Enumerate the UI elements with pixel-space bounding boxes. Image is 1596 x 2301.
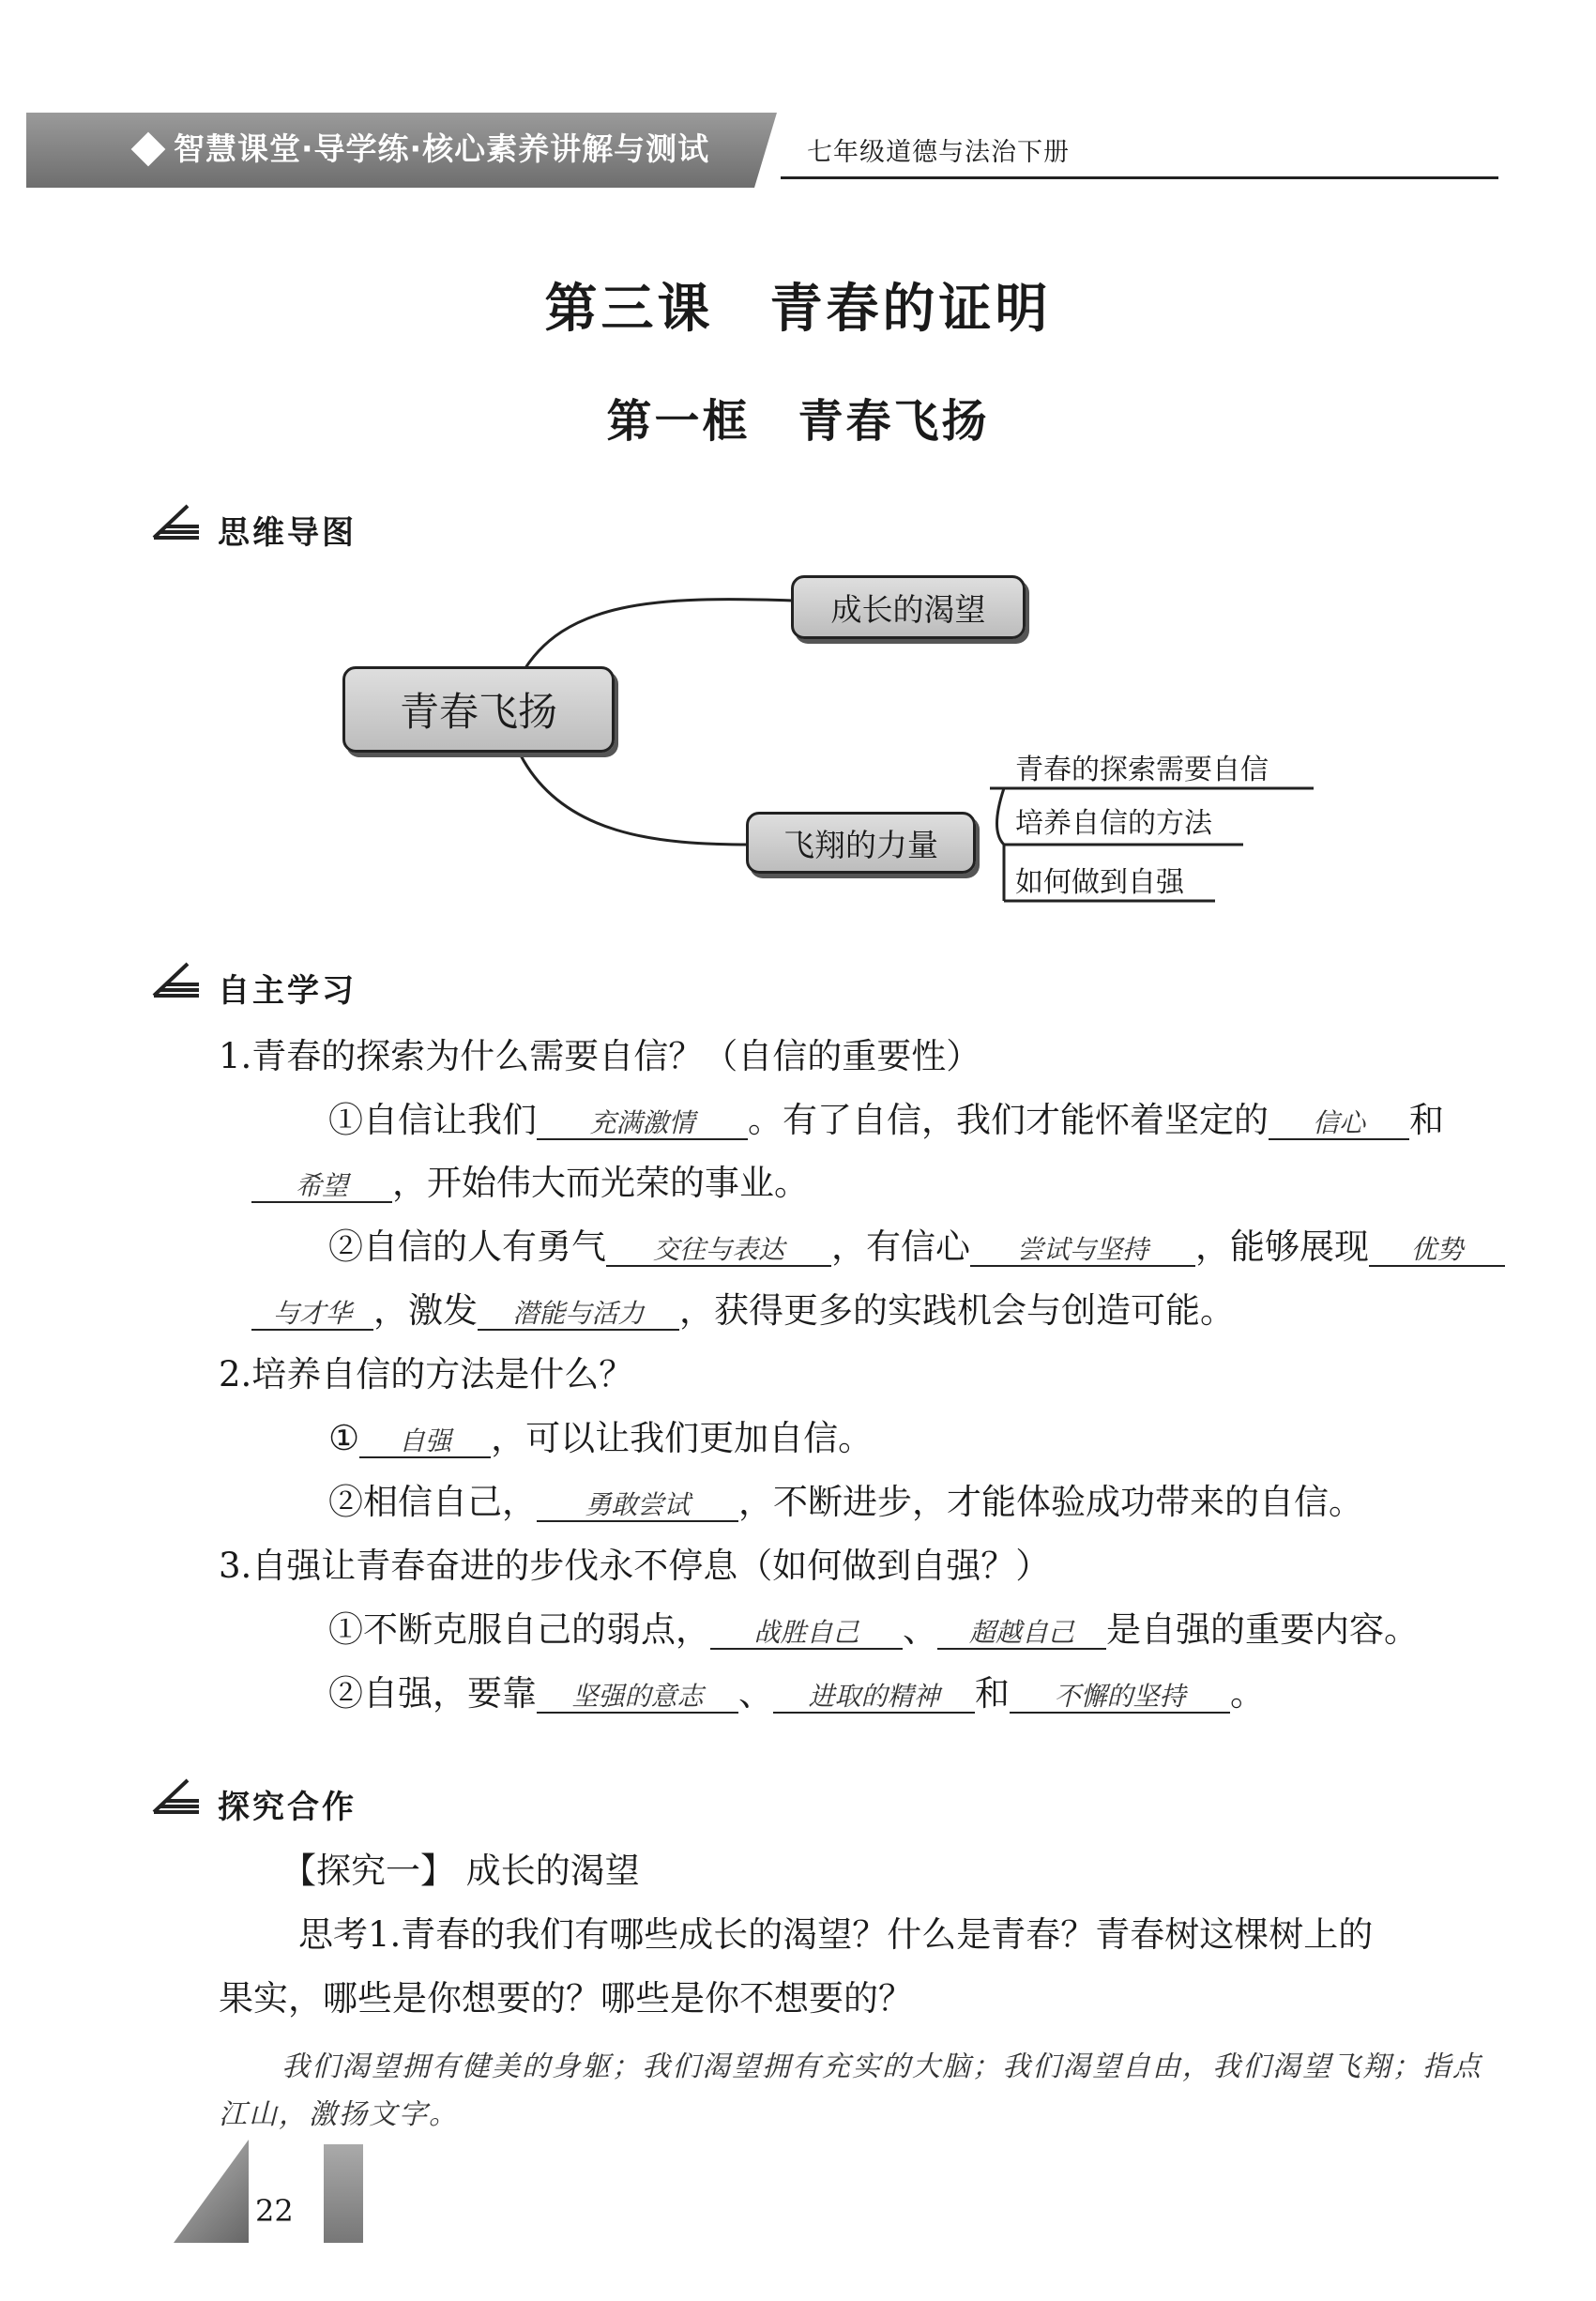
pen-icon bbox=[150, 502, 202, 541]
question-3: 3.自强让青春奋进的步伐永不停息（如何做到自强？） bbox=[219, 1546, 1051, 1586]
section-explore: 探究合作 bbox=[218, 1789, 357, 1826]
text: ②相信自己， bbox=[328, 1482, 537, 1522]
text: ，有信心 bbox=[831, 1227, 970, 1267]
text: ①自信让我们 bbox=[328, 1100, 537, 1140]
blank-answer: 充满激情 bbox=[537, 1110, 748, 1140]
text: ，获得更多的实践机会与创造可能。 bbox=[679, 1290, 1235, 1331]
blank-answer: 超越自己 bbox=[937, 1620, 1106, 1650]
text: ① bbox=[328, 1418, 360, 1458]
think-question-line-1: 思考1.青春的我们有哪些成长的渴望？什么是青春？青春树这棵树上的 bbox=[298, 1914, 1374, 1955]
blank-answer: 优势 bbox=[1369, 1237, 1505, 1267]
blank-answer: 尝试与坚持 bbox=[970, 1237, 1195, 1267]
text: 。 bbox=[1230, 1673, 1265, 1714]
blank-answer: 潜能与活力 bbox=[478, 1301, 679, 1331]
text: ，可以让我们更加自信。 bbox=[491, 1418, 874, 1458]
question-1: 1.青春的探索为什么需要自信？（自信的重要性） bbox=[219, 1036, 981, 1076]
text: ，激发 bbox=[373, 1290, 478, 1331]
q1-answer-a bbox=[328, 1100, 1444, 1140]
mindmap-node-growth: 成长的渴望 bbox=[791, 575, 1026, 639]
blank-answer: 坚强的意志 bbox=[537, 1684, 738, 1714]
text: 和 bbox=[1409, 1100, 1444, 1140]
mindmap-branch-3: 如何做到自强 bbox=[1015, 866, 1184, 899]
mindmap-branch-1: 青春的探索需要自信 bbox=[1015, 754, 1269, 786]
think-question-line-2: 果实，哪些是你想要的？哪些是你不想要的？ bbox=[219, 1978, 913, 2019]
blank-answer: 希望 bbox=[251, 1173, 392, 1203]
mindmap-center-node: 青春飞扬 bbox=[342, 666, 615, 753]
header-left-title: 智慧课堂·导学练·核心素养讲解与测试 bbox=[174, 130, 710, 167]
text: ，开始伟大而光荣的事业。 bbox=[392, 1163, 809, 1203]
q1-answer-b bbox=[328, 1229, 1505, 1267]
handwritten-answer-line-2: 江山，激扬文字。 bbox=[219, 2098, 459, 2131]
question-2: 2.培养自信的方法是什么？ bbox=[219, 1354, 634, 1394]
blank-answer: 战胜自己 bbox=[710, 1620, 903, 1650]
section-mindmap: 思维导图 bbox=[218, 514, 357, 552]
blank-answer: 不懈的坚持 bbox=[1010, 1684, 1230, 1714]
q3-answer-b bbox=[328, 1673, 1265, 1714]
explore-heading: 【探究一】 成长的渴望 bbox=[281, 1851, 640, 1891]
blank-answer: 自强 bbox=[359, 1428, 491, 1458]
blank-answer: 进取的精神 bbox=[773, 1684, 975, 1714]
pen-icon bbox=[150, 1776, 202, 1816]
q1-answer-a-cont bbox=[251, 1163, 809, 1203]
pen-icon bbox=[150, 960, 202, 999]
text: ②自强，要靠 bbox=[328, 1673, 537, 1714]
q2-answer-b bbox=[328, 1482, 1363, 1522]
page-number: 22 bbox=[255, 2193, 294, 2229]
blank-answer: 与才华 bbox=[251, 1301, 373, 1331]
section-self-study: 自主学习 bbox=[218, 972, 357, 1010]
text: ，不断进步，才能体验成功带来的自信。 bbox=[738, 1482, 1363, 1522]
blank-answer: 信心 bbox=[1269, 1110, 1409, 1140]
q1-answer-b-cont bbox=[251, 1290, 1235, 1331]
handwritten-answer-line-1: 我们渴望拥有健美的身躯；我们渴望拥有充实的大脑；我们渴望自由，我们渴望飞翔；指点 bbox=[281, 2050, 1482, 2083]
text: 、 bbox=[903, 1609, 937, 1650]
q3-answer-a bbox=[328, 1609, 1419, 1650]
text: 、 bbox=[738, 1673, 773, 1714]
text: 和 bbox=[975, 1673, 1010, 1714]
blank-answer: 勇敢尝试 bbox=[537, 1492, 738, 1522]
text: ，能够展现 bbox=[1195, 1227, 1369, 1267]
q2-answer-a bbox=[328, 1418, 874, 1458]
header-right-title: 七年级道德与法治下册 bbox=[807, 138, 1070, 167]
text: 。有了自信，我们才能怀着坚定的 bbox=[748, 1100, 1269, 1140]
mindmap-branch-2: 培养自信的方法 bbox=[1015, 807, 1212, 840]
text: ①不断克服自己的弱点， bbox=[328, 1609, 710, 1650]
text: 是自强的重要内容。 bbox=[1106, 1609, 1419, 1650]
footer-decoration bbox=[324, 2144, 363, 2243]
frame-title: 第一框 青春飞扬 bbox=[606, 395, 990, 448]
header-rule bbox=[781, 176, 1498, 179]
mindmap-node-power: 飞翔的力量 bbox=[746, 812, 976, 874]
lesson-title: 第三课 青春的证明 bbox=[544, 278, 1052, 340]
footer-decoration bbox=[174, 2140, 249, 2243]
text: ②自信的人有勇气 bbox=[328, 1227, 606, 1267]
blank-answer: 交往与表达 bbox=[606, 1237, 831, 1267]
